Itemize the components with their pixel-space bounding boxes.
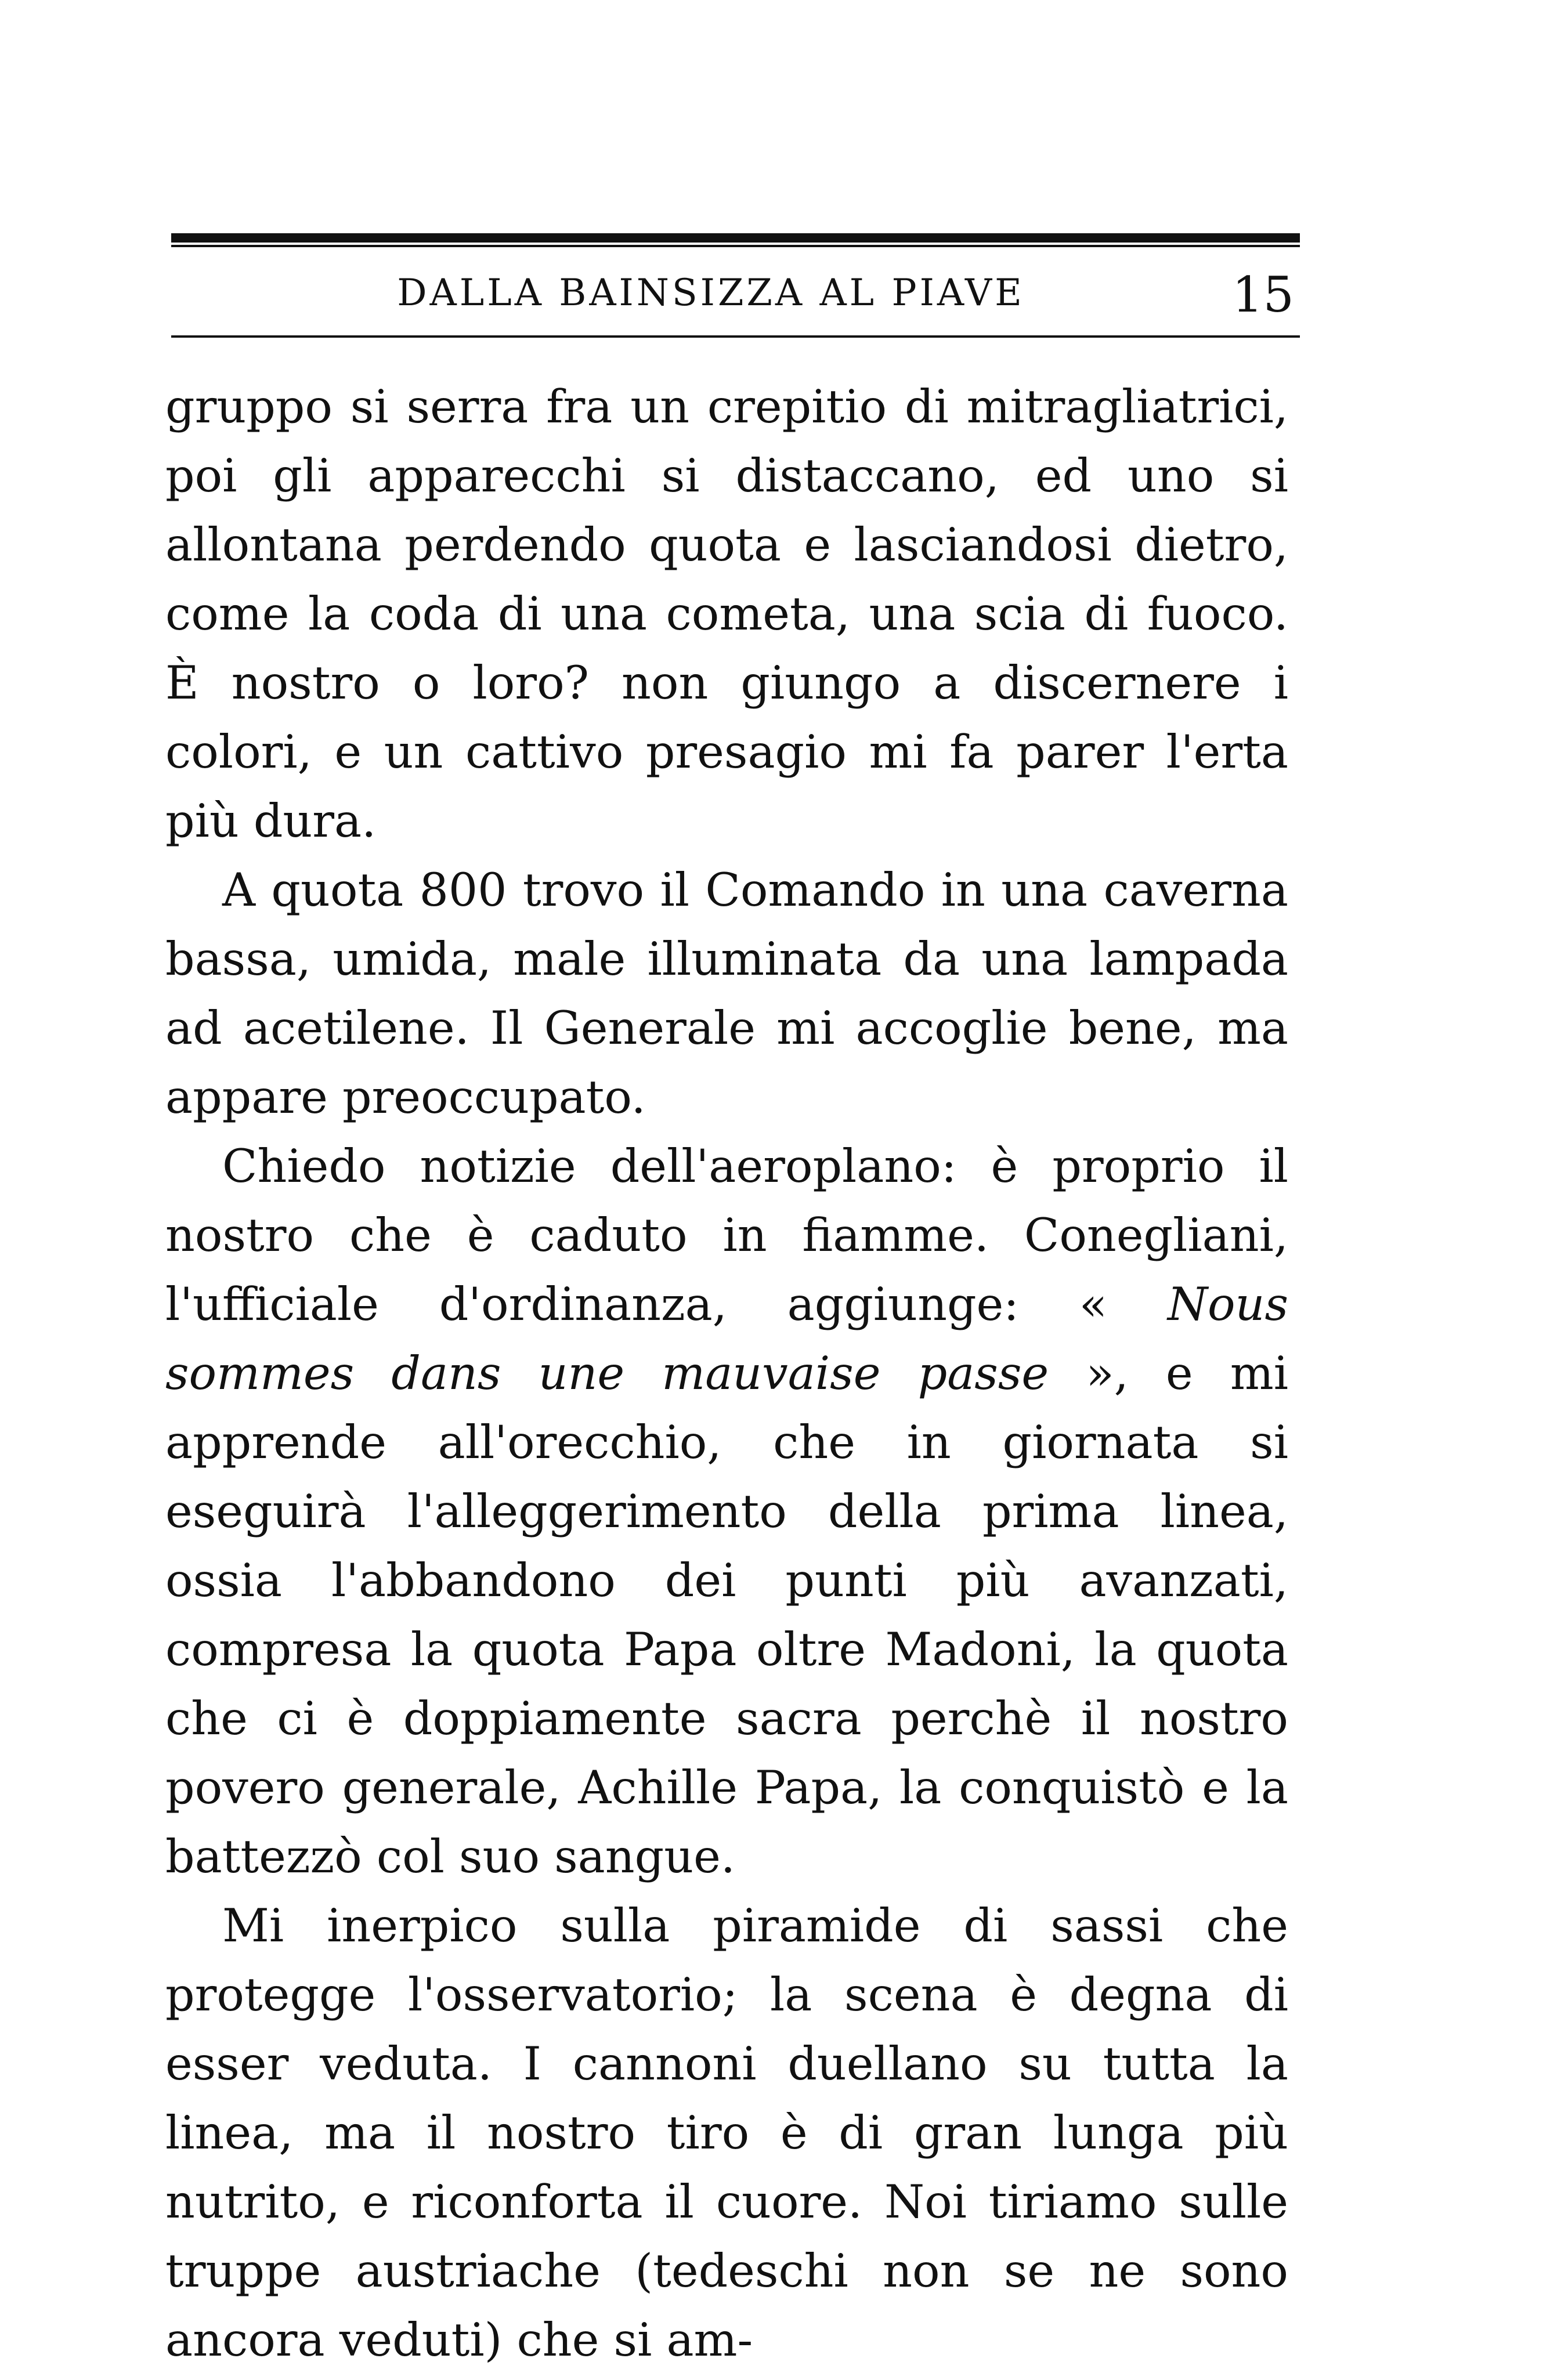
french-quote: Nous sommes dans une mauvaise passe [165,1278,1288,1400]
running-head [171,264,1300,328]
page-number: 15 [1232,266,1294,323]
paragraph-3-end: », e mi apprende all'orecchio, che in giornata si eseguirà l'alleggerimento della prima linea, ossia l'abbandono dei punti più avanzati, compresa la quota Papa oltre Madoni, la quota che ci è doppiamente sacra perchè il nostro povero generale, Achille Papa, la conquistò e la battezzò col suo sangue. [165,1347,1288,1883]
running-title: DALLA BAINSIZZA AL PIAVE [397,272,1025,314]
body-text [165,372,1288,2375]
paragraph-2: A quota 800 trovo il Comando in una caverna bassa, umida, male illuminata da una lampada ad acetilene. Il Generale mi accoglie bene, ma appare preoccupato. [165,863,1288,1124]
paragraph-4: Mi inerpico sulla piramide di sassi che protegge l'osservatorio; la scena è degna di esser veduta. I cannoni duellano su tutta la linea, ma il nostro tiro è di gran lunga più nutrito, e riconforta il cuore. Noi tiriamo sulle truppe austriache (tedeschi non se ne sono ancora veduti) che si am- [165,1899,1288,2367]
paragraph-3 [165,1132,1288,1891]
paragraph-3-start: Chiedo notizie dell'aeroplano: è proprio il nostro che è caduto in fiamme. Conegliani, l'ufficiale d'ordinanza, aggiunge: « [165,1140,1288,1331]
header-rule-thin [171,245,1300,247]
paragraph-1: gruppo si serra fra un crepitio di mitragliatrici, poi gli apparecchi si distaccano, ed uno si allontana perdendo quota e lasciandosi dietro, come la coda di una cometa, una scia di fuoco. È nostro o loro? non giungo a discernere i colori, e un cattivo presagio mi fa parer l'erta più dura. [165,380,1288,848]
header-rule-thick [171,233,1300,243]
header-rule-bottom [171,335,1300,338]
